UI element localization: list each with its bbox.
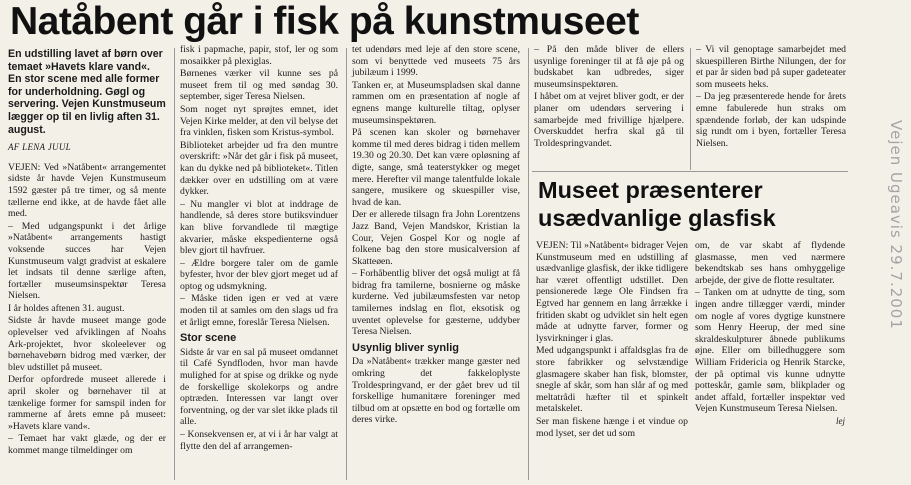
byline: AF LENA JUUL	[8, 142, 71, 153]
paragraph: – Forhåbentlig bliver det også muligt at få bidrag fra tamilerne, bosnierne og måske kurderne. Ved jubilæumsfesten var netop tamilernes indslag en flot, eksotisk og uventet oplevelse for gæsterne, uddyber Teresa Nielsen.	[352, 268, 520, 338]
paragraph: Med udgangspunkt i affaldsglas fra de store fabrikker og selvstændige glasmagere skaber han fisk, blomster, snegle af skår, som han slår af og med meltatrådi hæfter til et spinkelt metalskelet.	[536, 345, 688, 415]
paragraph: – Konsekvensen er, at vi i år har valgt at flytte den del af arrangemen-	[180, 429, 338, 452]
paragraph: fisk i papmache, papir, stof, ler og som mosaikker på plexiglas.	[180, 44, 338, 67]
paragraph: Sidste år havde museet mange gode oplevelser ved afviklingen af Noahs Ark-projektet, hvor skoleelever og børnehavebørn bidrog med værker, der blev udstillet på museet.	[8, 315, 166, 373]
subheading-stor-scene: Stor scene	[180, 332, 237, 345]
paragraph: VEJEN: Til »Natåbent« bidrager Vejen Kunstmuseum med en udstilling af usædvanlige glasfisk, der ikke tidligere har været offentligt udstillet. Den pensionerede læge Ole Findsen fra Egtved har gennem en lang årrække i fritiden skabt og udviklet sin helt egen måde at udnytte farver, former og lysvirkninger i glas.	[536, 240, 689, 344]
page-title: Natåbent går i fisk på kunstmuseet	[10, 0, 639, 43]
article-column-2	[180, 44, 338, 453]
box-column-1	[536, 240, 688, 440]
paragraph: I år holdes aftenen 31. august.	[8, 302, 125, 314]
paragraph: Ser man fiskene hænge i et vindue op mod lyset, ser det ud som	[536, 415, 688, 439]
paragraph: – Vi vil genoptage samarbejdet med skuespilleren Birthe Nilungen, der for et par år siden bød på super gadeteater som museets heks.	[696, 44, 846, 90]
handwritten-note: Vejen Ugeavis 29.7.2001	[887, 120, 905, 330]
column-divider	[690, 48, 691, 170]
paragraph: – Nu mangler vi blot at inddrage de handlende, så deres store butiksvinduer kan blive forvandlede til mægtige akvarier, måske ekspedienterne også blev gjort til havfruer.	[180, 198, 338, 257]
paragraph: Da »Natåbent« trækker mange gæster ned omkring det fakkeloplyste Troldespringvand, er der gået brev ud til forskellige humanitære foreninger med tilbud om at opsætte en bod og fortælle om deres virke.	[352, 356, 520, 426]
paragraph: – Temaet har vakt glæde, og der er kommet mange tilmeldinger om	[8, 433, 166, 456]
paragraph: Sidste år var en sal på museet omdannet til Café Syndfloden, hvor man havde mulighed for at spise og drikke og nyde de forskellige skolekorps og andre optræden. Interessen var langt over forventning, og der var slet ikke plads til alle.	[180, 346, 338, 428]
paragraph: Derfor opfordrede museet allerede i april skoler og børnehaver til at tænkelige former for samspil inden for rammerne af årets emne på museet: »Havets klare vand«.	[8, 374, 166, 432]
paragraph: I håbet om at vejret bliver godt, er der planer om udendørs servering i samarbejde med frivillige hjælpere. Overskuddet herfra skal gå til Troldespringvandet.	[534, 91, 684, 149]
paragraph: – På den måde bliver de ellers usynlige foreninger til at få øje på og budskabet kan udbredes, siger museumsinspektøren.	[534, 44, 684, 90]
paragraph: – Med udgangspunkt i det årlige »Natåbent« arrangements hastigt voksende succes har Vejen Kunstmuseum valgt gradvist at eskalere let indsats til denne særlige aften, fortæller museumsinspektør Teresa Nielsen.	[8, 220, 166, 302]
paragraph: På scenen kan skoler og børnehaver komme til med deres bidrag i tiden mellem 19.30 og 20.30. Det kan være opløsning af digte, sange, små teaterstykker og meget mere. Herefter vil mange talentfulde lokale sangere, musikere og skuespiller vise, hvad de kan.	[352, 127, 520, 208]
column-divider	[174, 48, 175, 480]
paragraph: Der er allerede tilsagn fra John Lorentzens Jazz Band, Vejen Mandskor, Kristian la Cour, Vejen Gospel Kor og nogle af folkene bag den store musicalversion af Skatteøen.	[352, 209, 520, 267]
paragraph: tet udendørs med leje af den store scene, som vi benyttede ved museets 75 års jubilæum i 1999.	[352, 44, 520, 79]
paragraph: Børnenes værker vil kunne ses på museet frem til og med søndag 30. september, siger Teresa Nielsen.	[180, 68, 338, 103]
box-divider	[532, 171, 848, 172]
lead-paragraph: En udstilling lavet af børn over temaet »Havets klare vand«. En stor scene med alle former for underholdning. Gøgl og servering. Vejen Kunstmuseum lægger op til en livlig aften 31. august.	[8, 48, 166, 136]
article-column-5	[696, 44, 846, 150]
paragraph: VEJEN: Ved »Natåbent« arrangementet sidste år havde Vejen Kunstmuseum 1592 gæster på tre timer, og så mente tællerne end ikke, at de havde fået alle med.	[8, 161, 166, 220]
column-divider	[346, 48, 347, 480]
paragraph: – Da jeg præsenterede hende for årets emne fabulerede hun straks om spændende forløb, der kan udspinde sig rundt om i byen, fortæller Teresa Nielsen.	[696, 91, 846, 149]
paragraph: – Ældre borgere taler om de gamle byfester, hvor der blev gjort meget ud af optog og udsmykning.	[180, 257, 338, 292]
paragraph: Tanken er, at Museumspladsen skal danne rammen om en præsentation af nogle af egnens mange kulturelle tiltag, oplyser museumsinspektøren.	[352, 79, 520, 126]
paragraph: om, de var skabt af flydende glasmasse, men ved nærmere bekendtskab ses hans omhyggelige arbejde, der give de flotte resultater.	[695, 240, 845, 286]
signoff: lej	[836, 415, 845, 426]
box-column-2	[695, 240, 845, 429]
article-column-4	[534, 44, 684, 150]
paragraph: – Måske tiden igen er ved at være moden til at samles om den slags ud fra et årligt emne, foreslår Teresa Nielsen.	[180, 293, 338, 328]
subheading-usynlig-bliver-synlig: Usynlig bliver synlig	[352, 341, 459, 354]
article-column-3	[352, 44, 520, 427]
column-divider	[528, 48, 529, 480]
article-column-1	[8, 44, 166, 458]
paragraph: Biblioteket arbejder ud fra den muntre overskrift: »Når det går i fisk på museet, kan du dykke ned på biblioteket«. Titlen dækker over en udstilling om at være dykker.	[180, 139, 338, 198]
paragraph: Som noget nyt sprøjtes emnet, idet Vejen Kirke melder, at den vil belyse det fra vinklen, fisken som Kristus-symbol.	[180, 103, 338, 139]
paragraph: – Tanken om at udnytte de ting, som ingen andre tillægger værdi, minder om nogle af vores dygtige kunstnere som Henry Heerup, der med sine skraldeskulpturer åbnede publikums øjne. Eller om billedhuggere som William Fridericia og Henrik Starcke, der på optimal vis kunne udnytte potteskår, gamle søm, blikplader og andet affald, fortæller inspektør ved Vejen Kunstmuseum Teresa Nielsen.	[695, 287, 845, 415]
box-headline: Museet præsenterer usædvanlige glasfisk	[538, 177, 776, 231]
